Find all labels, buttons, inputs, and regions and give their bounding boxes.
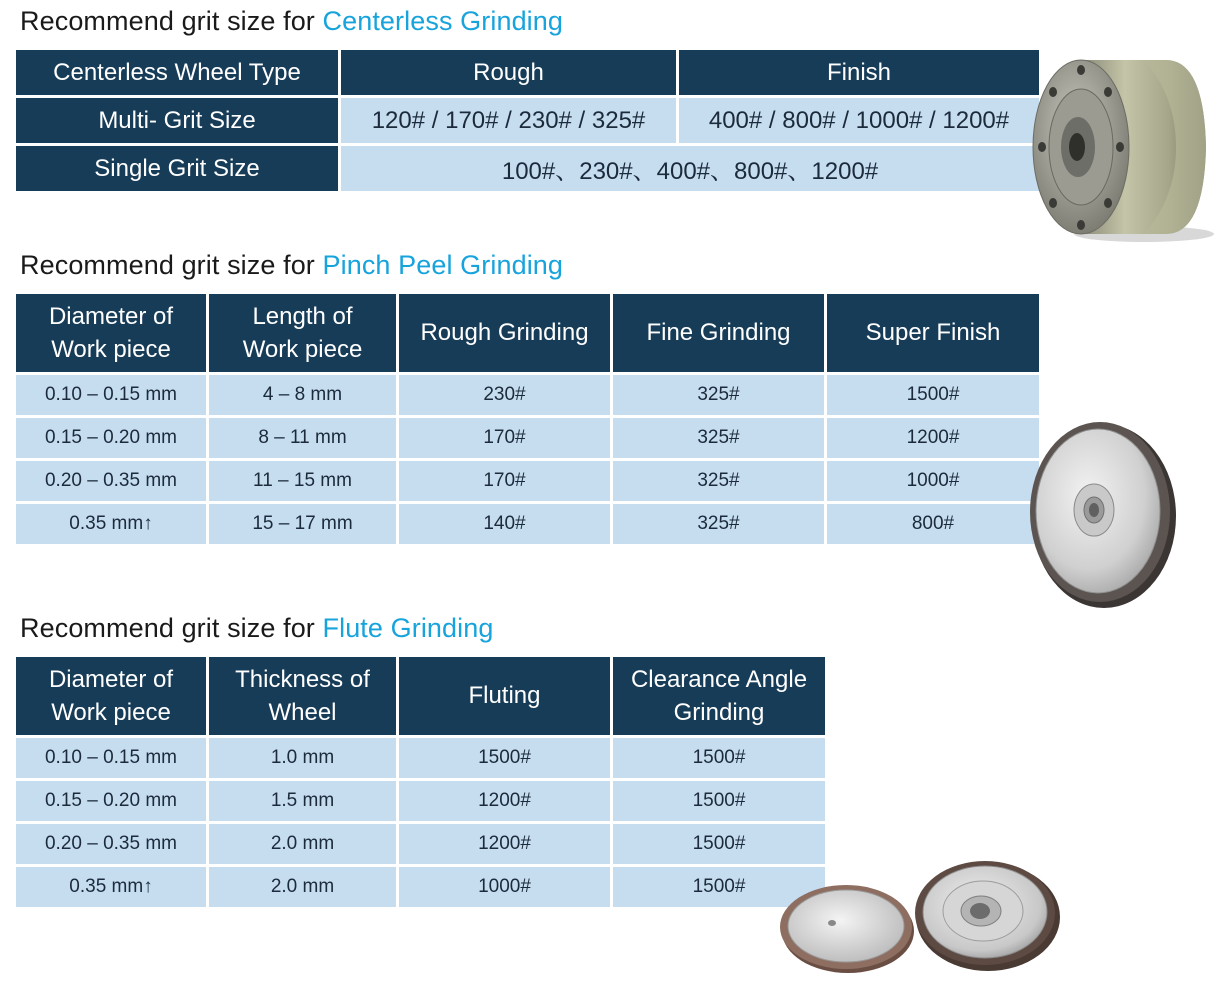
flute-row xyxy=(16,824,825,864)
pinch-peel-wheel-image xyxy=(1022,412,1182,612)
flute-row xyxy=(16,738,825,778)
pinch-cell-fine: 325# xyxy=(613,504,824,544)
single-grit-label: Single Grit Size xyxy=(16,146,338,191)
centerless-title-prefix: Recommend grit size for xyxy=(20,6,323,36)
pinch-title-highlight: Pinch Peel Grinding xyxy=(322,250,564,280)
pinch-cell-length: 8 – 11 mm xyxy=(209,418,396,458)
pinch-header-rough: Rough Grinding xyxy=(399,294,610,372)
centerless-header-row xyxy=(16,50,1039,95)
flute-cell-clearance: 1500# xyxy=(613,738,825,778)
flute-cell-thickness: 2.0 mm xyxy=(209,867,396,907)
flute-cell-thickness: 1.5 mm xyxy=(209,781,396,821)
pinch-header-length-line2: Work piece xyxy=(242,336,363,363)
pinch-header-fine: Fine Grinding xyxy=(613,294,824,372)
flute-cell-fluting: 1200# xyxy=(399,781,610,821)
multi-grit-rough: 120# / 170# / 230# / 325# xyxy=(341,98,676,143)
flute-header-clearance-line2: Grinding xyxy=(673,699,765,726)
pinch-cell-diameter: 0.15 – 0.20 mm xyxy=(16,418,206,458)
pinch-cell-super: 800# xyxy=(827,504,1039,544)
header-rough: Rough xyxy=(341,50,676,95)
flute-cell-fluting: 1500# xyxy=(399,738,610,778)
pinch-table xyxy=(13,291,1042,547)
pinch-cell-super: 1500# xyxy=(827,375,1039,415)
pinch-cell-length: 11 – 15 mm xyxy=(209,461,396,501)
pinch-cell-diameter: 0.20 – 0.35 mm xyxy=(16,461,206,501)
pinch-row xyxy=(16,418,1039,458)
pinch-header-diameter-line1: Diameter of xyxy=(48,303,174,330)
flute-header-fluting: Fluting xyxy=(399,657,610,735)
pinch-cell-diameter: 0.35 mm↑ xyxy=(16,504,206,544)
flute-cell-thickness: 1.0 mm xyxy=(209,738,396,778)
pinch-cell-fine: 325# xyxy=(613,375,824,415)
single-grit-value: 100#、230#、400#、800#、1200# xyxy=(341,146,1039,191)
pinch-cell-super: 1200# xyxy=(827,418,1039,458)
centerless-section-title xyxy=(20,6,563,37)
pinch-row xyxy=(16,375,1039,415)
flute-cell-clearance: 1500# xyxy=(613,867,825,907)
flute-row xyxy=(16,781,825,821)
pinch-header-diameter-line2: Work piece xyxy=(51,336,171,363)
centerless-wheel-image xyxy=(1026,48,1216,246)
flute-header-clearance-line1: Clearance Angle xyxy=(630,666,808,693)
pinch-row xyxy=(16,461,1039,501)
flute-cell-diameter: 0.20 – 0.35 mm xyxy=(16,824,206,864)
flute-cell-diameter: 0.35 mm↑ xyxy=(16,867,206,907)
pinch-cell-fine: 325# xyxy=(613,418,824,458)
flute-header-diameter-line1: Diameter of xyxy=(48,666,174,693)
flute-cell-thickness: 2.0 mm xyxy=(209,824,396,864)
flute-header-thickness-line1: Thickness of xyxy=(235,666,370,693)
multi-grit-finish: 400# / 800# / 1000# / 1200# xyxy=(679,98,1039,143)
single-grit-row xyxy=(16,146,1039,191)
header-finish: Finish xyxy=(679,50,1039,95)
pinch-header-super: Super Finish xyxy=(827,294,1039,372)
pinch-cell-rough: 170# xyxy=(399,461,610,501)
flute-cell-diameter: 0.15 – 0.20 mm xyxy=(16,781,206,821)
flute-header-diameter xyxy=(16,657,206,735)
pinch-header-length xyxy=(209,294,396,372)
pinch-header-diameter xyxy=(16,294,206,372)
multi-grit-row xyxy=(16,98,1039,143)
flute-title-highlight: Flute Grinding xyxy=(322,613,494,643)
pinch-row xyxy=(16,504,1039,544)
flute-row xyxy=(16,867,825,907)
flute-section-title xyxy=(20,613,493,644)
pinch-cell-rough: 230# xyxy=(399,375,610,415)
centerless-title-highlight: Centerless Grinding xyxy=(322,6,564,36)
header-wheel-type: Centerless Wheel Type xyxy=(16,50,338,95)
multi-grit-label: Multi- Grit Size xyxy=(16,98,338,143)
pinch-header-row xyxy=(16,294,1039,372)
pinch-cell-rough: 140# xyxy=(399,504,610,544)
pinch-cell-length: 15 – 17 mm xyxy=(209,504,396,544)
flute-title-prefix: Recommend grit size for xyxy=(20,613,323,643)
flute-header-thickness xyxy=(209,657,396,735)
pinch-cell-fine: 325# xyxy=(613,461,824,501)
flute-cell-fluting: 1200# xyxy=(399,824,610,864)
pinch-cell-super: 1000# xyxy=(827,461,1039,501)
flute-cell-diameter: 0.10 – 0.15 mm xyxy=(16,738,206,778)
flute-header-thickness-line2: Wheel xyxy=(268,699,337,726)
pinch-cell-rough: 170# xyxy=(399,418,610,458)
flute-table xyxy=(13,654,828,910)
centerless-table xyxy=(13,47,1042,194)
pinch-header-length-line1: Length of xyxy=(252,303,353,330)
pinch-cell-length: 4 – 8 mm xyxy=(209,375,396,415)
flute-cell-clearance: 1500# xyxy=(613,824,825,864)
flute-cell-clearance: 1500# xyxy=(613,781,825,821)
flute-wheel-cup-image xyxy=(910,855,1062,973)
flute-header-row xyxy=(16,657,825,735)
flute-header-clearance xyxy=(613,657,825,735)
pinch-title-prefix: Recommend grit size for xyxy=(20,250,323,280)
flute-header-diameter-line2: Work piece xyxy=(51,699,171,726)
pinch-section-title xyxy=(20,250,563,281)
pinch-cell-diameter: 0.10 – 0.15 mm xyxy=(16,375,206,415)
flute-cell-fluting: 1000# xyxy=(399,867,610,907)
flute-wheel-flat-image xyxy=(776,879,916,975)
